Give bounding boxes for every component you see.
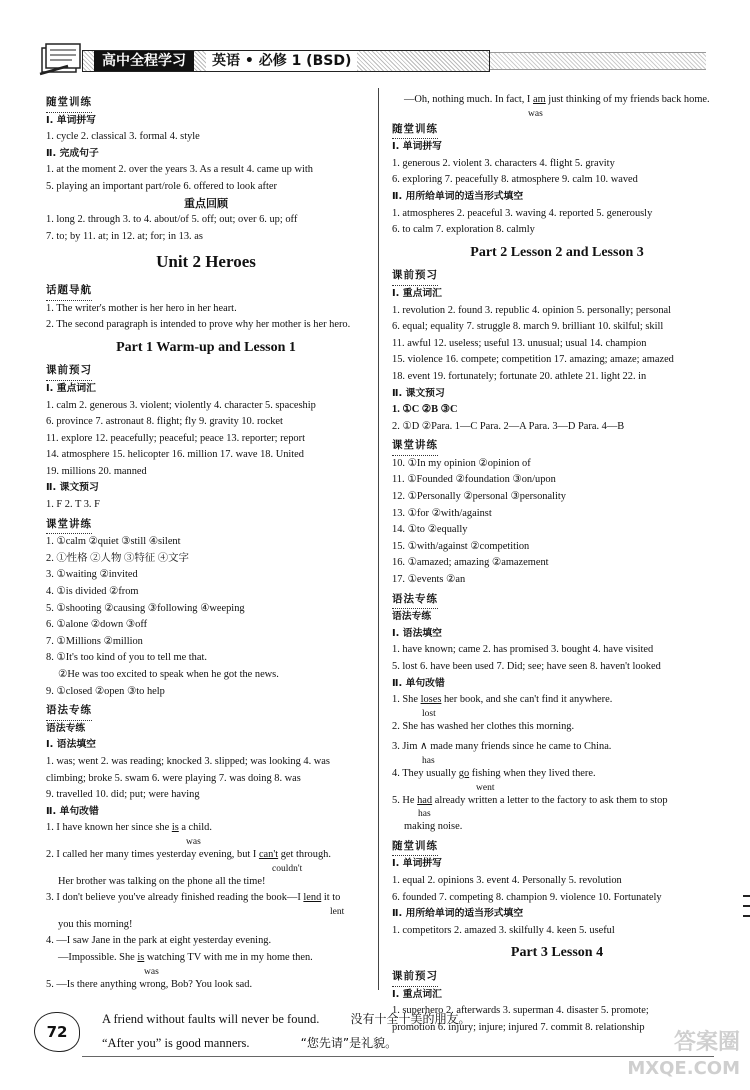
header-band-right <box>490 52 706 70</box>
answer-line: 9. ①closed ②open ③to help <box>46 685 165 697</box>
answer-line: 2. ①D ②Para. 1—C Para. 2—A Para. 3—D Para. 4—B <box>392 420 625 432</box>
answer-line: 6. founded 7. competing 8. champion 9. violence 10. Fortunately <box>392 891 662 903</box>
answer-line: 13. ①for ②with/against <box>392 507 492 519</box>
section-tag: 课前预习 <box>46 362 92 381</box>
error-word: lend <box>303 892 322 904</box>
right-column <box>392 92 722 1036</box>
footer-quote <box>102 1010 470 1027</box>
correction: has <box>418 809 431 820</box>
answer-line: 5. —Is there anything wrong, Bob? You look sad. <box>46 978 253 990</box>
section-tag: 课堂讲练 <box>46 516 92 535</box>
series-title: 高中全程学习 <box>94 51 194 71</box>
answer-line: 5. lost 6. have been used 7. Did; see; have seen 8. haven't looked <box>392 661 661 672</box>
edge-mark <box>743 895 750 897</box>
answer-line: 1. at the moment 2. over the years 3. As a result 4. came up with <box>46 164 313 176</box>
page-number: 72 <box>34 1012 80 1052</box>
section-tag: 课前预习 <box>392 968 438 987</box>
answer-line: ②He was too excited to speak when he got the news. <box>58 669 279 680</box>
subheading: Ⅱ. 单句改错 <box>392 677 445 689</box>
subheading: 语法专练 <box>392 611 432 623</box>
answer-line: 5. playing an important part/role 6. offered to look after <box>46 180 277 192</box>
answer-line: 12. ①Personally ②personal ③personality <box>392 491 566 503</box>
error-word: is <box>171 822 179 834</box>
subheading: Ⅰ. 单词拼写 <box>46 114 96 126</box>
subheading: Ⅰ. 单词拼写 <box>392 141 442 153</box>
subheading: Ⅰ. 语法填空 <box>46 739 96 751</box>
subheading: Ⅱ. 课文预习 <box>46 482 99 494</box>
subheading: Ⅰ. 重点词汇 <box>46 382 96 394</box>
error-sentence: 1. I have known her since she is a child. <box>46 822 212 834</box>
answer-line: 1. The writer's mother is her hero in her heart. <box>46 302 237 314</box>
answer-line: 6. ①alone ②down ③off <box>46 619 148 631</box>
correction: went <box>476 782 495 793</box>
edge-mark <box>743 915 750 917</box>
correction: lent <box>330 906 345 917</box>
section-tag: 语法专练 <box>46 702 92 721</box>
review-heading: 重点回顾 <box>184 196 228 210</box>
answer-line: 3. ①waiting ②invited <box>46 569 138 581</box>
error-word: can't <box>258 848 279 860</box>
quote-chinese: 没有十全十美的朋友。 <box>350 1012 471 1026</box>
answer-line: 6. to calm 7. exploration 8. calmly <box>392 224 535 236</box>
watermark: 答案圈 MXQE.COM <box>627 1030 740 1079</box>
answer-line: 1. superhero 2. afterwards 3. superman 4. disaster 5. promote; <box>392 1005 649 1017</box>
error-word: loses <box>420 694 442 706</box>
subheading: Ⅱ. 课文预习 <box>392 387 445 399</box>
answer-line: 4. ①is divided ②from <box>46 586 139 598</box>
error-sentence: 4. They usually go fishing when they lived there. <box>392 767 596 779</box>
answer-line: 18. event 19. fortunately; fortunate 20. athlete 21. light 22. in <box>392 370 647 382</box>
section-tag: 话题导航 <box>46 282 92 301</box>
subheading: Ⅰ. 重点词汇 <box>392 988 442 1000</box>
error-sentence: 1. She loses her book, and she can't find it anywhere. <box>392 694 613 706</box>
answer-line: making noise. <box>404 821 463 833</box>
answer-line: Her brother was talking on the phone all the time! <box>58 875 266 887</box>
answer-line: 1. ①C ②B ③C <box>392 404 458 416</box>
correction: lost <box>422 708 436 719</box>
error-sentence: 5. He had already written a letter to the factory to ask them to stop <box>392 794 668 806</box>
answer-line: 1. cycle 2. classical 3. formal 4. style <box>46 131 200 143</box>
answer-line: 1. atmospheres 2. peaceful 3. waving 4. reported 5. generously <box>392 207 653 219</box>
answer-line: 6. province 7. astronaut 8. flight; fly 9. gravity 10. rocket <box>46 416 283 428</box>
answer-line: 6. equal; equality 7. struggle 8. march 9. brilliant 10. skilful; skill <box>392 321 664 333</box>
answer-line: 3. Jim ∧ made many friends since he came to China. <box>392 741 612 753</box>
part-title: Part 3 Lesson 4 <box>510 945 604 961</box>
answer-line: 8. ①It's too kind of you to tell me that. <box>46 652 207 664</box>
subheading: Ⅱ. 单句改错 <box>46 805 99 817</box>
section-tag: 课堂讲练 <box>392 437 438 456</box>
answer-line: 11. awful 12. useless; useful 13. unusual; usual 14. champion <box>392 337 647 349</box>
error-sentence: 2. I called her many times yesterday evening, but I can't get through. <box>46 848 331 860</box>
answer-line: 1. ①calm ②quiet ③still ④silent <box>46 536 181 548</box>
error-word: is <box>137 951 145 963</box>
answer-line: 1. revolution 2. found 3. republic 4. opinion 5. personally; personal <box>392 304 672 316</box>
answer-line: 1. calm 2. generous 3. violent; violently 4. character 5. spaceship <box>46 399 316 411</box>
answer-line: 9. travelled 10. did; put; were having <box>46 789 200 801</box>
page-header <box>38 38 708 78</box>
subheading: Ⅱ. 用所给单词的适当形式填空 <box>392 908 524 920</box>
answer-line: 11. explore 12. peacefully; peaceful; peace 13. reporter; report <box>46 432 305 444</box>
answer-line: 14. atmosphere 15. helicopter 16. million 17. wave 18. United <box>46 449 304 461</box>
edge-mark <box>743 905 750 907</box>
error-word: go <box>458 767 470 779</box>
notebook-pencil-icon <box>38 40 86 76</box>
section-tag: 语法专练 <box>392 591 438 610</box>
answer-line: 2. The second paragraph is intended to prove why her mother is her hero. <box>46 319 351 331</box>
footer-quote <box>102 1034 397 1051</box>
answer-line: 7. ①Millions ②million <box>46 635 143 647</box>
correction: couldn't <box>272 863 303 874</box>
answer-line: 10. ①In my opinion ②opinion of <box>392 457 531 469</box>
part-title: Part 1 Warm-up and Lesson 1 <box>116 339 296 355</box>
answer-line: 6. exploring 7. peacefully 8. atmosphere 9. calm 10. waved <box>392 174 638 186</box>
subheading: Ⅰ. 单词拼写 <box>392 858 442 870</box>
correction: has <box>422 755 435 766</box>
answer-line: 1. equal 2. opinions 3. event 4. Personally 5. revolution <box>392 874 622 886</box>
subheading: Ⅰ. 语法填空 <box>392 627 442 639</box>
answer-line: promotion 6. injury; injure; injured 7. commit 8. relationship <box>392 1021 645 1033</box>
answer-line: 19. millions 20. manned <box>46 465 147 477</box>
correction: was <box>144 966 159 977</box>
subheading: Ⅰ. 重点词汇 <box>392 287 442 299</box>
answer-line: 1. was; went 2. was reading; knocked 3. slipped; was looking 4. was climbing; broke 5. swam 6. were playing 7. was doing 8. was <box>46 755 330 784</box>
answer-line: 1. F 2. T 3. F <box>46 499 100 511</box>
answer-line: 11. ①Founded ②foundation ③on/upon <box>392 474 556 486</box>
book-title: 英语 • 必修 1 (BSD) <box>206 51 357 71</box>
answer-line: 7. to; by 11. at; in 12. at; for; in 13. as <box>46 230 203 242</box>
answer-line: 2. ①性格 ②人物 ③特征 ④文字 <box>46 552 189 564</box>
error-word: had <box>417 794 433 806</box>
error-sentence: —Impossible. She is watching TV with me in my home then. <box>58 951 313 963</box>
answer-line: 1. generous 2. violent 3. characters 4. flight 5. gravity <box>392 157 615 169</box>
unit-title: Unit 2 Heroes <box>156 252 256 272</box>
subheading: 语法专练 <box>46 722 86 734</box>
correction: was <box>528 108 543 119</box>
subheading: Ⅱ. 完成句子 <box>46 147 99 159</box>
left-column <box>46 92 366 993</box>
error-word: am <box>533 94 546 105</box>
answer-line: 1. competitors 2. amazed 3. skilfully 4. keen 5. useful <box>392 924 615 936</box>
section-tag: 课前预习 <box>392 267 438 286</box>
answer-line: 15. violence 16. compete; competition 17. amazing; amaze; amazed <box>392 354 674 366</box>
answer-line: 15. ①with/against ②competition <box>392 540 530 552</box>
error-sentence: —Oh, nothing much. In fact, I am just thinking of my friends back home. <box>404 94 710 105</box>
column-divider <box>378 88 379 990</box>
answer-line: 17. ①events ②an <box>392 574 466 586</box>
quote-english: A friend without faults will never be found. <box>102 1012 320 1026</box>
answer-line: 2. She has washed her clothes this morning. <box>392 720 575 732</box>
error-sentence: 3. I don't believe you've already finished reading the book—I lend it to <box>46 892 341 904</box>
answer-line: 1. have known; came 2. has promised 3. bought 4. have visited <box>392 644 654 656</box>
section-tag: 随堂训练 <box>46 94 92 113</box>
answer-line: 5. ①shooting ②causing ③following ④weeping <box>46 602 245 614</box>
part-title: Part 2 Lesson 2 and Lesson 3 <box>470 244 644 260</box>
correction: was <box>186 836 201 847</box>
section-tag: 随堂训练 <box>392 121 438 140</box>
quote-english: “After you” is good manners. <box>102 1036 250 1050</box>
quote-chinese: “您先请”是礼貌。 <box>300 1036 398 1050</box>
answer-line: 1. long 2. through 3. to 4. about/of 5. off; out; over 6. up; off <box>46 214 298 226</box>
answer-line: 4. —I saw Jane in the park at eight yesterday evening. <box>46 935 272 947</box>
answer-line: 16. ①amazed; amazing ②amazement <box>392 557 549 569</box>
section-tag: 随堂训练 <box>392 838 438 857</box>
answer-line: 14. ①to ②equally <box>392 524 468 536</box>
answer-line: you this morning! <box>58 918 133 930</box>
subheading: Ⅱ. 用所给单词的适当形式填空 <box>392 190 524 202</box>
